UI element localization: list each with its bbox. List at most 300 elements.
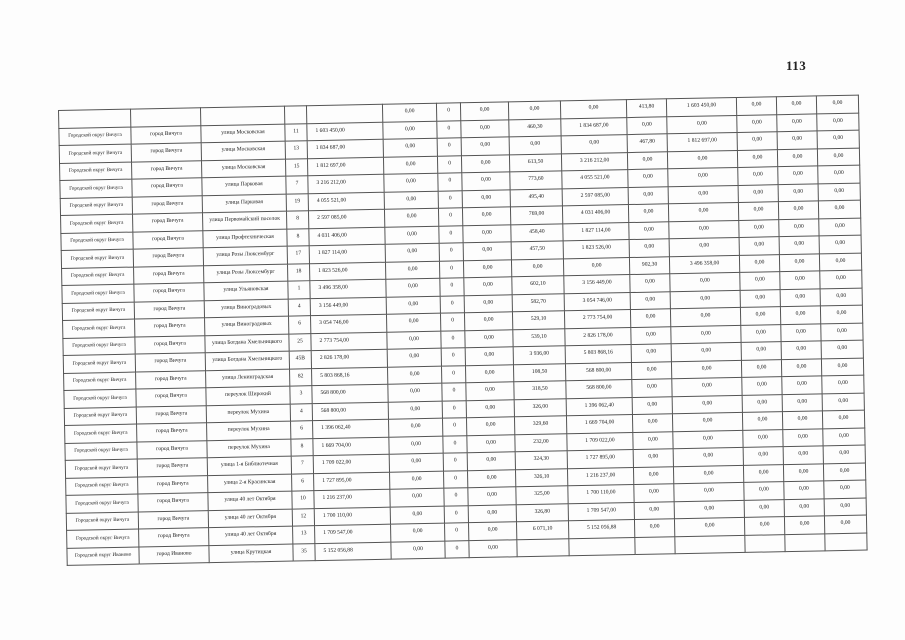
count-cell: 0 bbox=[445, 540, 469, 558]
street-cell: улица Парковая bbox=[202, 176, 286, 195]
area-cell: 0,00 bbox=[632, 379, 672, 397]
area-cell: 0,00 bbox=[630, 291, 670, 309]
value-cell: 0,00 bbox=[821, 358, 863, 376]
house-number-cell bbox=[284, 106, 306, 124]
sum-cell: 1 396 062,40 bbox=[566, 397, 632, 416]
area-cell: 0,00 bbox=[630, 274, 670, 292]
street-cell bbox=[200, 106, 284, 125]
area-cell: 0,00 bbox=[629, 239, 669, 257]
cost-cell: 1 709 547,00 bbox=[315, 524, 391, 543]
value-cell: 0,00 bbox=[464, 294, 512, 312]
cost-cell: 568 800,00 bbox=[312, 384, 388, 403]
value-cell: 0,00 bbox=[741, 342, 781, 360]
value-cell: 0,00 bbox=[818, 165, 860, 183]
house-number-cell: 82 bbox=[290, 368, 312, 386]
value-cell: 0,00 bbox=[465, 329, 513, 347]
okrug-cell: Городской округ Вичуга bbox=[62, 302, 134, 321]
value-cell: 0,00 bbox=[781, 358, 821, 376]
gorod-cell: город Вичуга bbox=[134, 300, 204, 319]
gorod-cell: город Вичуга bbox=[139, 528, 209, 547]
sum-cell: 1 669 704,00 bbox=[566, 415, 632, 434]
value-cell: 0,00 bbox=[744, 482, 784, 500]
value-cell: 0,00 bbox=[384, 208, 438, 227]
value-cell: 0,00 bbox=[778, 201, 818, 219]
value-cell: 0,00 bbox=[783, 428, 823, 446]
value-cell: 0,00 bbox=[464, 312, 512, 330]
sum-cell: 0,00 bbox=[674, 517, 744, 536]
value-cell: 0,00 bbox=[783, 463, 823, 481]
value-cell: 0,00 bbox=[740, 307, 780, 325]
house-number-cell: 6 bbox=[288, 316, 310, 334]
value-cell: 0,00 bbox=[819, 253, 861, 271]
street-cell: улица 40 лет Октября bbox=[209, 526, 293, 545]
count-cell: 0 bbox=[436, 103, 460, 121]
street-cell: улица Виноградовых bbox=[205, 316, 289, 335]
value-cell: 0,00 bbox=[466, 382, 514, 400]
gorod-cell bbox=[130, 108, 200, 127]
value-cell: 0,00 bbox=[784, 516, 824, 534]
value-cell: 0,00 bbox=[388, 418, 442, 437]
cost-cell: 1 834 687,00 bbox=[307, 139, 383, 158]
sum-cell: 1 709 022,00 bbox=[567, 432, 633, 451]
area-cell: 0,00 bbox=[631, 326, 671, 344]
street-cell: улица 40 лет Октября bbox=[208, 491, 292, 510]
area-cell: 413,80 bbox=[626, 99, 666, 117]
value-cell: 0,00 bbox=[823, 428, 865, 446]
area-cell: 324,30 bbox=[515, 451, 567, 469]
gorod-cell: город Вичуга bbox=[137, 423, 207, 442]
cost-cell: 1 823 526,00 bbox=[309, 262, 385, 281]
area-cell: 329,60 bbox=[514, 416, 566, 434]
value-cell: 0,00 bbox=[737, 114, 777, 132]
value-cell: 0,00 bbox=[784, 481, 824, 499]
cost-cell: 3 216 212,00 bbox=[308, 174, 384, 193]
value-cell: 0,00 bbox=[820, 305, 862, 323]
sum-cell: 2 773 754,00 bbox=[564, 310, 630, 329]
house-number-cell: 1 bbox=[288, 281, 310, 299]
value-cell: 0,00 bbox=[390, 506, 444, 525]
value-cell: 0,00 bbox=[386, 313, 440, 332]
okrug-cell: Городской округ Вичуга bbox=[64, 407, 136, 426]
sum-cell: 0,00 bbox=[667, 150, 737, 169]
area-cell: 582,70 bbox=[512, 293, 564, 311]
value-cell: 0,00 bbox=[778, 166, 818, 184]
okrug-cell: Городской округ Вичуга bbox=[65, 459, 137, 478]
sum-cell: 3 156 449,00 bbox=[564, 275, 630, 294]
value-cell: 0,00 bbox=[385, 243, 439, 262]
value-cell: 0,00 bbox=[779, 253, 819, 271]
area-cell: 0,00 bbox=[628, 204, 668, 222]
value-cell: 0,00 bbox=[467, 469, 515, 487]
cost-cell: 1 669 704,00 bbox=[313, 437, 389, 456]
count-cell: 0 bbox=[437, 120, 461, 138]
house-number-cell: 8 bbox=[286, 211, 308, 229]
sum-cell: 1 603 450,00 bbox=[666, 97, 736, 116]
count-cell: 0 bbox=[445, 523, 469, 541]
gorod-cell: город Вичуга bbox=[133, 213, 203, 232]
cost-cell: 4 031 406,00 bbox=[309, 227, 385, 246]
count-cell: 0 bbox=[437, 155, 461, 173]
area-cell: 0,00 bbox=[627, 116, 667, 134]
value-cell: 0,00 bbox=[468, 522, 516, 540]
value-cell: 0,00 bbox=[464, 277, 512, 295]
okrug-cell: Городской округ Вичуга bbox=[59, 144, 131, 163]
count-cell: 0 bbox=[442, 400, 466, 418]
area-cell: 108,50 bbox=[513, 363, 565, 381]
street-cell: улица Парковая bbox=[202, 194, 286, 213]
sum-cell: 0,00 bbox=[672, 412, 742, 431]
area-cell: 457,50 bbox=[511, 241, 563, 259]
sum-cell: 1 827 114,00 bbox=[563, 222, 629, 241]
value-cell: 0,00 bbox=[387, 348, 441, 367]
sum-cell: 0,00 bbox=[668, 202, 738, 221]
count-cell: 0 bbox=[440, 313, 464, 331]
sum-cell: 0,00 bbox=[670, 272, 740, 291]
value-cell: 0,00 bbox=[820, 270, 862, 288]
street-cell: улица Московская bbox=[201, 124, 285, 143]
okrug-cell: Городской округ Вичуга bbox=[61, 249, 133, 268]
area-cell: 0,00 bbox=[511, 258, 563, 276]
sum-cell: 0,00 bbox=[563, 257, 629, 276]
gorod-cell: город Вичуга bbox=[138, 510, 208, 529]
gorod-cell: город Вичуга bbox=[137, 458, 207, 477]
value-cell: 0,00 bbox=[386, 278, 440, 297]
sum-cell: 0,00 bbox=[673, 430, 743, 449]
gorod-cell: город Вичуга bbox=[138, 493, 208, 512]
sum-cell: 3 054 746,00 bbox=[564, 292, 630, 311]
value-cell: 0,00 bbox=[739, 254, 779, 272]
value-cell: 0,00 bbox=[816, 95, 858, 113]
count-cell: 0 bbox=[444, 488, 468, 506]
house-number-cell: 45В bbox=[289, 351, 311, 369]
okrug-cell: Городской округ Вичуга bbox=[65, 442, 137, 461]
value-cell: 0,00 bbox=[383, 156, 437, 175]
okrug-cell: Городской округ Вичуга bbox=[63, 319, 135, 338]
street-cell: улица Виноградовых bbox=[204, 299, 288, 318]
house-number-cell: 10 bbox=[292, 491, 314, 509]
sum-cell: 0,00 bbox=[561, 135, 627, 154]
okrug-cell: Городской округ Вичуга bbox=[60, 197, 132, 216]
value-cell: 0,00 bbox=[383, 121, 437, 140]
value-cell: 0,00 bbox=[741, 324, 781, 342]
value-cell: 0,00 bbox=[390, 471, 444, 490]
gorod-cell: город Иваново bbox=[139, 545, 209, 564]
scanned-table-area bbox=[58, 95, 867, 580]
count-cell: 0 bbox=[441, 330, 465, 348]
okrug-cell: Городской округ Вичуга bbox=[60, 179, 132, 198]
sum-cell: 0,00 bbox=[668, 167, 738, 186]
value-cell: 0,00 bbox=[777, 148, 817, 166]
value-cell: 0,00 bbox=[818, 200, 860, 218]
house-number-cell: 18 bbox=[287, 263, 309, 281]
house-number-cell: 11 bbox=[285, 123, 307, 141]
area-cell: 0,00 bbox=[634, 519, 674, 537]
area-cell: 232,00 bbox=[515, 433, 567, 451]
value-cell: 0,00 bbox=[819, 235, 861, 253]
area-cell: 602,10 bbox=[512, 276, 564, 294]
value-cell: 0,00 bbox=[463, 224, 511, 242]
house-number-cell: 19 bbox=[286, 193, 308, 211]
cost-cell: 1 396 062,40 bbox=[313, 419, 389, 438]
sum-cell: 0,00 bbox=[669, 220, 739, 239]
house-number-cell: 7 bbox=[286, 176, 308, 194]
gorod-cell: город Вичуга bbox=[131, 143, 201, 162]
okrug-cell: Городской округ Вичуга bbox=[63, 337, 135, 356]
sum-cell: 0,00 bbox=[674, 500, 744, 519]
area-cell: 326,80 bbox=[516, 503, 568, 521]
value-cell: 0,00 bbox=[738, 167, 778, 185]
cost-cell: 1 603 450,00 bbox=[307, 122, 383, 141]
data-table bbox=[58, 95, 868, 566]
cost-cell: 5 152 056,88 bbox=[315, 542, 391, 561]
house-number-cell: 35 bbox=[293, 543, 315, 561]
cost-cell: 2 597 085,00 bbox=[308, 209, 384, 228]
area-cell: 0,00 bbox=[627, 151, 667, 169]
value-cell: 0,00 bbox=[823, 463, 865, 481]
value-cell: 0,00 bbox=[743, 447, 783, 465]
sum-cell: 3 496 358,00 bbox=[669, 255, 739, 274]
value-cell: 0,00 bbox=[383, 138, 437, 157]
sum-cell: 0,00 bbox=[671, 342, 741, 361]
area-cell: 325,00 bbox=[516, 486, 568, 504]
sum-cell: 1 709 547,00 bbox=[568, 502, 634, 521]
sum-cell: 0,00 bbox=[673, 447, 743, 466]
count-cell: 0 bbox=[437, 138, 461, 156]
value-cell: 0,00 bbox=[469, 539, 517, 557]
area-cell: 318,50 bbox=[514, 381, 566, 399]
okrug-cell: Городской округ Вичуга bbox=[61, 214, 133, 233]
area-cell: 0,00 bbox=[632, 396, 672, 414]
street-cell: улица Розы Люксембург bbox=[204, 264, 288, 283]
value-cell: 0,00 bbox=[777, 113, 817, 131]
value-cell: 0,00 bbox=[741, 359, 781, 377]
value-cell: 0,00 bbox=[388, 383, 442, 402]
value-cell: 0,00 bbox=[822, 375, 864, 393]
cost-cell: 3 054 746,00 bbox=[310, 314, 386, 333]
cost-cell bbox=[306, 104, 382, 123]
house-number-cell: 12 bbox=[292, 508, 314, 526]
street-cell: улица Крутицкая bbox=[209, 544, 293, 563]
area-cell: 467,80 bbox=[627, 134, 667, 152]
gorod-cell: город Вичуга bbox=[131, 125, 201, 144]
area-cell: 0,00 bbox=[631, 361, 671, 379]
value-cell: 0,00 bbox=[738, 202, 778, 220]
value-cell: 0,00 bbox=[468, 487, 516, 505]
gorod-cell: город Вичуга bbox=[134, 265, 204, 284]
okrug-cell: Городской округ Вичуга bbox=[64, 372, 136, 391]
okrug-cell: Городской округ Вичуга bbox=[66, 477, 138, 496]
gorod-cell: город Вичуга bbox=[133, 230, 203, 249]
value-cell: 0,00 bbox=[737, 149, 777, 167]
value-cell: 0,00 bbox=[781, 341, 821, 359]
value-cell: 0,00 bbox=[817, 130, 859, 148]
area-cell: 495,40 bbox=[510, 188, 562, 206]
cost-cell: 3 156 449,00 bbox=[310, 297, 386, 316]
value-cell: 0,00 bbox=[463, 242, 511, 260]
value-cell bbox=[825, 533, 867, 551]
count-cell: 0 bbox=[443, 453, 467, 471]
street-cell: улица 1-я Библиотечная bbox=[207, 456, 291, 475]
count-cell: 0 bbox=[444, 505, 468, 523]
house-number-cell: 8 bbox=[287, 228, 309, 246]
value-cell: 0,00 bbox=[822, 410, 864, 428]
area-cell: 902,30 bbox=[629, 256, 669, 274]
area-cell bbox=[635, 536, 675, 554]
value-cell: 0,00 bbox=[391, 523, 445, 542]
value-cell: 0,00 bbox=[818, 183, 860, 201]
sum-cell: 1 812 697,00 bbox=[667, 132, 737, 151]
gorod-cell: город Вичуга bbox=[132, 160, 202, 179]
area-cell: 458,40 bbox=[511, 223, 563, 241]
okrug-cell: Городской округ Вичуга bbox=[66, 494, 138, 513]
area-cell: 0,00 bbox=[630, 309, 670, 327]
value-cell: 0,00 bbox=[387, 331, 441, 350]
value-cell: 0,00 bbox=[779, 218, 819, 236]
value-cell: 0,00 bbox=[737, 132, 777, 150]
sum-cell: 568 800,00 bbox=[565, 362, 631, 381]
value-cell: 0,00 bbox=[463, 259, 511, 277]
okrug-cell: Городской округ Вичуга bbox=[59, 127, 131, 146]
count-cell: 0 bbox=[441, 348, 465, 366]
sum-cell: 5 152 056,88 bbox=[568, 520, 634, 539]
value-cell: 0,00 bbox=[743, 464, 783, 482]
sum-cell: 568 800,00 bbox=[566, 380, 632, 399]
value-cell: 0,00 bbox=[465, 364, 513, 382]
gorod-cell: город Вичуга bbox=[132, 178, 202, 197]
street-cell: переулок Мухина bbox=[207, 421, 291, 440]
area-cell: 326,10 bbox=[515, 468, 567, 486]
cost-cell: 1 827 114,00 bbox=[309, 244, 385, 263]
okrug-cell: Городской округ Вичуга bbox=[63, 354, 135, 373]
value-cell: 0,00 bbox=[743, 429, 783, 447]
sum-cell: 0,00 bbox=[672, 395, 742, 414]
area-cell: 0,00 bbox=[631, 344, 671, 362]
area-cell: 529,10 bbox=[512, 311, 564, 329]
okrug-cell: Городской округ Вичуга bbox=[64, 389, 136, 408]
gorod-cell: город Вичуга bbox=[134, 283, 204, 302]
okrug-cell: Городской округ Вичуга bbox=[66, 512, 138, 531]
value-cell: 0,00 bbox=[784, 498, 824, 516]
street-cell: улица Розы Люксембург bbox=[203, 246, 287, 265]
sum-cell: 1 727 895,00 bbox=[567, 450, 633, 469]
value-cell: 0,00 bbox=[461, 119, 509, 137]
gorod-cell: город Вичуга bbox=[138, 475, 208, 494]
area-cell: 0,00 bbox=[508, 101, 560, 119]
count-cell: 0 bbox=[438, 173, 462, 191]
area-cell: 3 936,00 bbox=[513, 346, 565, 364]
house-number-cell: 3 bbox=[290, 386, 312, 404]
value-cell: 0,00 bbox=[465, 347, 513, 365]
count-cell: 0 bbox=[440, 278, 464, 296]
okrug-cell bbox=[59, 109, 131, 128]
count-cell: 0 bbox=[443, 470, 467, 488]
value-cell bbox=[745, 534, 785, 552]
house-number-cell: 6 bbox=[292, 473, 314, 491]
value-cell: 0,00 bbox=[819, 218, 861, 236]
gorod-cell: город Вичуга bbox=[136, 405, 206, 424]
sum-cell: 0,00 bbox=[670, 307, 740, 326]
area-cell: 0,00 bbox=[634, 484, 674, 502]
value-cell: 0,00 bbox=[739, 237, 779, 255]
cost-cell: 5 803 868,16 bbox=[312, 367, 388, 386]
value-cell: 0,00 bbox=[824, 498, 866, 516]
value-cell: 0,00 bbox=[467, 452, 515, 470]
area-cell: 0,00 bbox=[633, 431, 673, 449]
count-cell: 0 bbox=[442, 383, 466, 401]
house-number-cell: 4 bbox=[290, 403, 312, 421]
value-cell: 0,00 bbox=[817, 113, 859, 131]
sum-cell: 1 834 687,00 bbox=[561, 117, 627, 136]
house-number-cell: 13 bbox=[293, 526, 315, 544]
cost-cell: 3 496 358,00 bbox=[310, 279, 386, 298]
sum-cell: 0,00 bbox=[674, 482, 744, 501]
value-cell: 0,00 bbox=[783, 446, 823, 464]
street-cell: улица Богдана Хмельницкого bbox=[205, 351, 289, 370]
value-cell: 0,00 bbox=[776, 96, 816, 114]
value-cell: 0,00 bbox=[390, 488, 444, 507]
sum-cell: 1 216 237,00 bbox=[567, 467, 633, 486]
value-cell: 0,00 bbox=[780, 271, 820, 289]
value-cell: 0,00 bbox=[385, 261, 439, 280]
value-cell: 0,00 bbox=[744, 499, 784, 517]
street-cell: улица 2-я Красинская bbox=[208, 474, 292, 493]
value-cell: 0,00 bbox=[817, 148, 859, 166]
value-cell: 0,00 bbox=[742, 394, 782, 412]
value-cell: 0,00 bbox=[382, 103, 436, 122]
count-cell: 0 bbox=[441, 365, 465, 383]
house-number-cell: 4 bbox=[288, 298, 310, 316]
value-cell: 0,00 bbox=[820, 288, 862, 306]
value-cell: 0,00 bbox=[736, 97, 776, 115]
gorod-cell: город Вичуга bbox=[133, 248, 203, 267]
value-cell: 0,00 bbox=[740, 272, 780, 290]
sum-cell: 0,00 bbox=[670, 290, 740, 309]
okrug-cell: Городской округ Вичуга bbox=[65, 424, 137, 443]
count-cell: 0 bbox=[439, 260, 463, 278]
gorod-cell: город Вичуга bbox=[135, 335, 205, 354]
value-cell: 0,00 bbox=[461, 154, 509, 172]
house-number-cell: 7 bbox=[291, 456, 313, 474]
value-cell: 0,00 bbox=[387, 366, 441, 385]
sum-cell bbox=[569, 537, 635, 556]
value-cell: 0,00 bbox=[384, 191, 438, 210]
house-number-cell: 8 bbox=[291, 438, 313, 456]
value-cell: 0,00 bbox=[388, 401, 442, 420]
okrug-cell: Городской округ Вичуга bbox=[67, 529, 139, 548]
gorod-cell: город Вичуга bbox=[137, 440, 207, 459]
cost-cell: 2 773 754,00 bbox=[311, 332, 387, 351]
area-cell: 0,00 bbox=[632, 414, 672, 432]
value-cell: 0,00 bbox=[778, 183, 818, 201]
value-cell: 0,00 bbox=[777, 131, 817, 149]
cost-cell: 1 812 697,00 bbox=[307, 157, 383, 176]
value-cell: 0,00 bbox=[462, 172, 510, 190]
gorod-cell: город Вичуга bbox=[135, 353, 205, 372]
sum-cell: 1 700 110,00 bbox=[568, 485, 634, 504]
sum-cell: 0,00 bbox=[667, 115, 737, 134]
street-cell: улица Богдана Хмельницкого bbox=[205, 334, 289, 353]
sum-cell: 0,00 bbox=[560, 100, 626, 119]
count-cell: 0 bbox=[443, 435, 467, 453]
sum-cell: 0,00 bbox=[671, 360, 741, 379]
value-cell: 0,00 bbox=[467, 434, 515, 452]
value-cell: 0,00 bbox=[468, 504, 516, 522]
count-cell: 0 bbox=[439, 243, 463, 261]
sum-cell: 2 826 178,00 bbox=[565, 327, 631, 346]
area-cell: 0,00 bbox=[628, 169, 668, 187]
value-cell: 0,00 bbox=[824, 515, 866, 533]
sum-cell bbox=[675, 535, 745, 554]
